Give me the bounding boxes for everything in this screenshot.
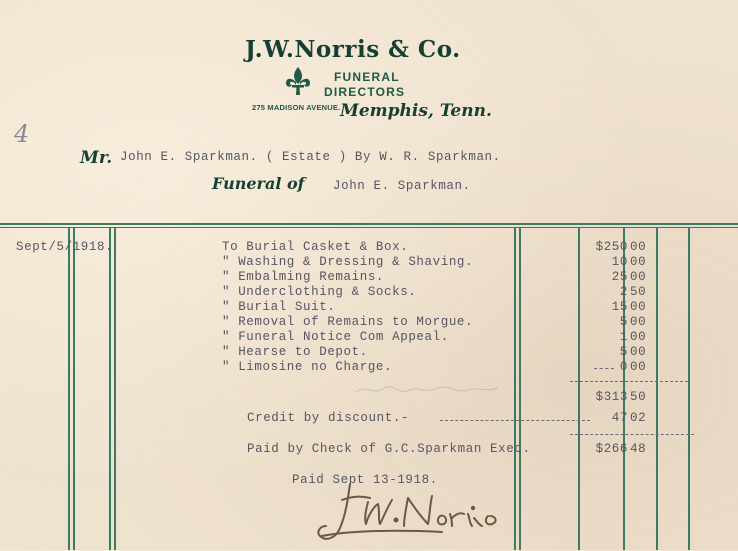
line-item-description: " Underclothing & Socks.: [222, 285, 417, 299]
line-item-description: " Removal of Remains to Morgue.: [222, 315, 474, 329]
line-item-dollars: 5: [619, 315, 628, 329]
line-item-dollars: 2: [619, 285, 628, 299]
paid-date: Paid Sept 13-1918.: [292, 473, 438, 487]
addressee-prefix: Mr.: [80, 148, 113, 168]
credit-cents: 02: [630, 411, 647, 425]
ledger-top-rule: [0, 223, 738, 225]
signature-image: [312, 476, 517, 546]
line-item-description: " Funeral Notice Com Appeal.: [222, 330, 449, 344]
paid-by-row: [0, 442, 738, 457]
credit-leader: [440, 420, 590, 421]
line-item-cents: 00: [630, 255, 647, 269]
line-item-description: To Burial Casket & Box.: [222, 240, 409, 254]
total-rule: [570, 434, 694, 435]
line-item: [0, 330, 738, 345]
line-item-dollars: 0: [619, 360, 628, 374]
line-item-dollars: 1: [619, 330, 628, 344]
line-item-dollars: $250: [595, 240, 628, 254]
paid-by-dollars: $266: [595, 442, 628, 456]
fleur-de-lis-icon: [284, 66, 312, 96]
line-item-cents: 00: [630, 240, 647, 254]
letterhead-line1: FUNERAL: [334, 70, 400, 84]
subtotal-dollars: $313: [595, 390, 628, 404]
line-item-dollars: 25: [611, 270, 628, 284]
paid-by-cents: 48: [630, 442, 647, 456]
credit-row: [0, 411, 738, 426]
limosine-dash: [594, 368, 614, 369]
line-item-description: " Hearse to Depot.: [222, 345, 368, 359]
line-item-dollars: 5: [619, 345, 628, 359]
line-item-description: " Burial Suit.: [222, 300, 336, 314]
line-item-description: " Washing & Dressing & Shaving.: [222, 255, 474, 269]
line-item: [0, 345, 738, 360]
credit-dollars: 47: [611, 411, 628, 425]
subtotal-cents: 50: [630, 390, 647, 404]
line-item-cents: 00: [630, 345, 647, 359]
line-item-cents: 00: [630, 300, 647, 314]
line-item-cents: 00: [630, 330, 647, 344]
line-item-cents: 00: [630, 360, 647, 374]
line-item-cents: 00: [630, 270, 647, 284]
margin-mark: 4: [14, 120, 30, 148]
paid-by-label: Paid by Check of G.C.Sparkman Exec.: [247, 442, 531, 456]
line-item-dollars: 15: [611, 300, 628, 314]
ledger-top-rule-2: [0, 227, 738, 228]
invoice-date: Sept/5/1918.: [16, 240, 114, 254]
line-item: [0, 360, 738, 375]
letterhead-address: 275 MADISON AVENUE.: [252, 103, 341, 112]
line-item-cents: 50: [630, 285, 647, 299]
line-item: [0, 300, 738, 315]
line-item: [0, 285, 738, 300]
letterhead-line2: DIRECTORS: [324, 85, 406, 99]
letterhead-city: Memphis, Tenn.: [340, 101, 492, 121]
funeral-of-label: Funeral of: [212, 174, 305, 193]
line-item: [0, 315, 738, 330]
line-item: [0, 270, 738, 285]
line-item-cents: 00: [630, 315, 647, 329]
line-item: [0, 255, 738, 270]
addressee-name: John E. Sparkman. ( Estate ) By W. R. Sparkman.: [120, 150, 501, 164]
company-name: J.W.Norris & Co.: [245, 36, 461, 63]
line-item: [0, 240, 738, 255]
subtotal-rule: [570, 381, 688, 382]
subtotal-row: [0, 390, 738, 405]
line-item-description: " Limosine no Charge.: [222, 360, 393, 374]
line-item-description: " Embalming Remains.: [222, 270, 385, 284]
credit-label: Credit by discount.-: [247, 411, 410, 425]
line-item-dollars: 10: [611, 255, 628, 269]
funeral-of-name: John E. Sparkman.: [333, 179, 471, 193]
